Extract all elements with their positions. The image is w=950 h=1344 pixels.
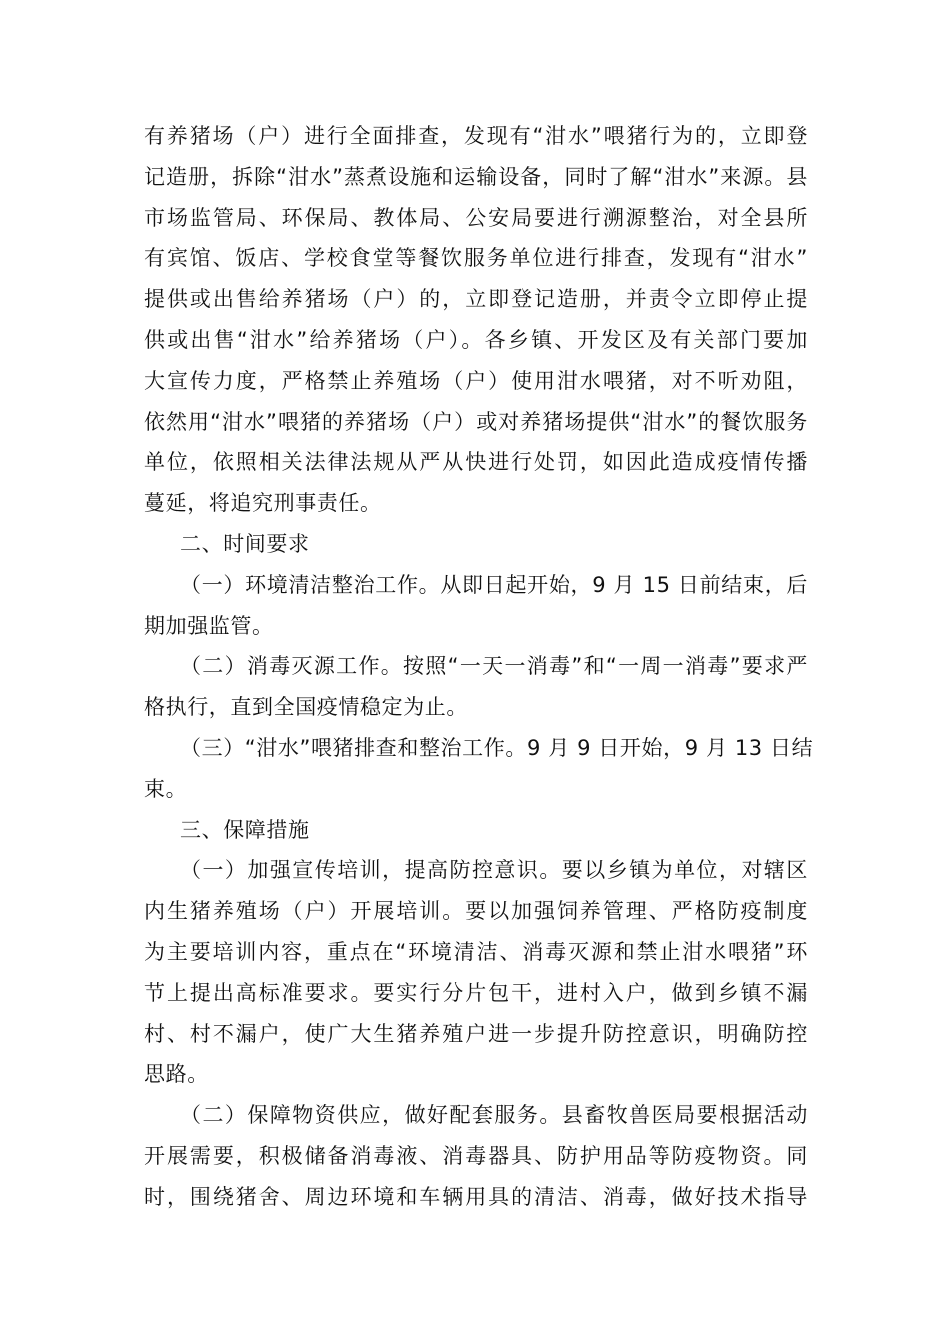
- text-line: 束。: [144, 776, 188, 801]
- text-line: （三）“泔水”喂猪排查和整治工作。9 月 9 日开始，9 月 13 日结: [180, 735, 814, 760]
- text-line: （二）消毒灭源工作。按照“一天一消毒”和“一周一消毒”要求严: [180, 654, 808, 679]
- text-line: 思路。: [144, 1062, 209, 1087]
- text-line: 蔓延，将追究刑事责任。: [144, 491, 382, 516]
- text-line: 节上提出高标准要求。要实行分片包干，进村入户，做到乡镇不漏: [144, 980, 808, 1005]
- text-line: 大宣传力度，严格禁止养殖场（户）使用泔水喂猪，对不听劝阻，: [144, 368, 808, 393]
- text-line: 村、村不漏户，使广大生猪养殖户进一步提升防控意识，明确防控: [144, 1021, 808, 1046]
- text-line: 有养猪场（户）进行全面排查，发现有“泔水”喂猪行为的，立即登: [144, 124, 808, 148]
- text-line: 供或出售“泔水”给养猪场（户）。各乡镇、开发区及有关部门要加: [144, 327, 808, 352]
- text-line: 开展需要，积极储备消毒液、消毒器具、防护用品等防疫物资。同: [144, 1143, 808, 1168]
- text-line: 有宾馆、饭店、学校食堂等餐饮服务单位进行排查，发现有“泔水”: [144, 246, 808, 271]
- text-line: 记造册，拆除“泔水”蒸煮设施和运输设备，同时了解“泔水”来源。县: [144, 164, 808, 189]
- text-line: 市场监管局、环保局、教体局、公安局要进行溯源整治，对全县所: [144, 205, 808, 230]
- text-line: 时，围绕猪舍、周边环境和车辆用具的清洁、消毒，做好技术指导: [144, 1184, 808, 1209]
- text-line: 单位，依照相关法律法规从严从快进行处罚，如因此造成疫情传播: [144, 450, 808, 475]
- text-line: 期加强监管。: [144, 613, 274, 638]
- text-line: （一）环境清洁整治工作。从即日起开始，9 月 15 日前结束，后: [180, 572, 808, 597]
- text-line: 提供或出售给养猪场（户）的，立即登记造册，并责令立即停止提: [144, 287, 808, 312]
- text-line: 依然用“泔水”喂猪的养猪场（户）或对养猪场提供“泔水”的餐饮服务: [144, 409, 808, 434]
- section-heading: 二、时间要求: [180, 531, 310, 556]
- text-line: （一）加强宣传培训，提高防控意识。要以乡镇为单位，对辖区: [180, 858, 808, 883]
- text-line: 内生猪养殖场（户）开展培训。要以加强饲养管理、严格防疫制度: [144, 899, 808, 924]
- text-line: 为主要培训内容，重点在“环境清洁、消毒灭源和禁止泔水喂猪”环: [144, 939, 808, 964]
- section-heading: 三、保障措施: [180, 817, 310, 842]
- document-body: [144, 116, 814, 1218]
- text-line: （二）保障物资供应，做好配套服务。县畜牧兽医局要根据活动: [180, 1103, 808, 1128]
- text-line: 格执行，直到全国疫情稳定为止。: [144, 695, 468, 720]
